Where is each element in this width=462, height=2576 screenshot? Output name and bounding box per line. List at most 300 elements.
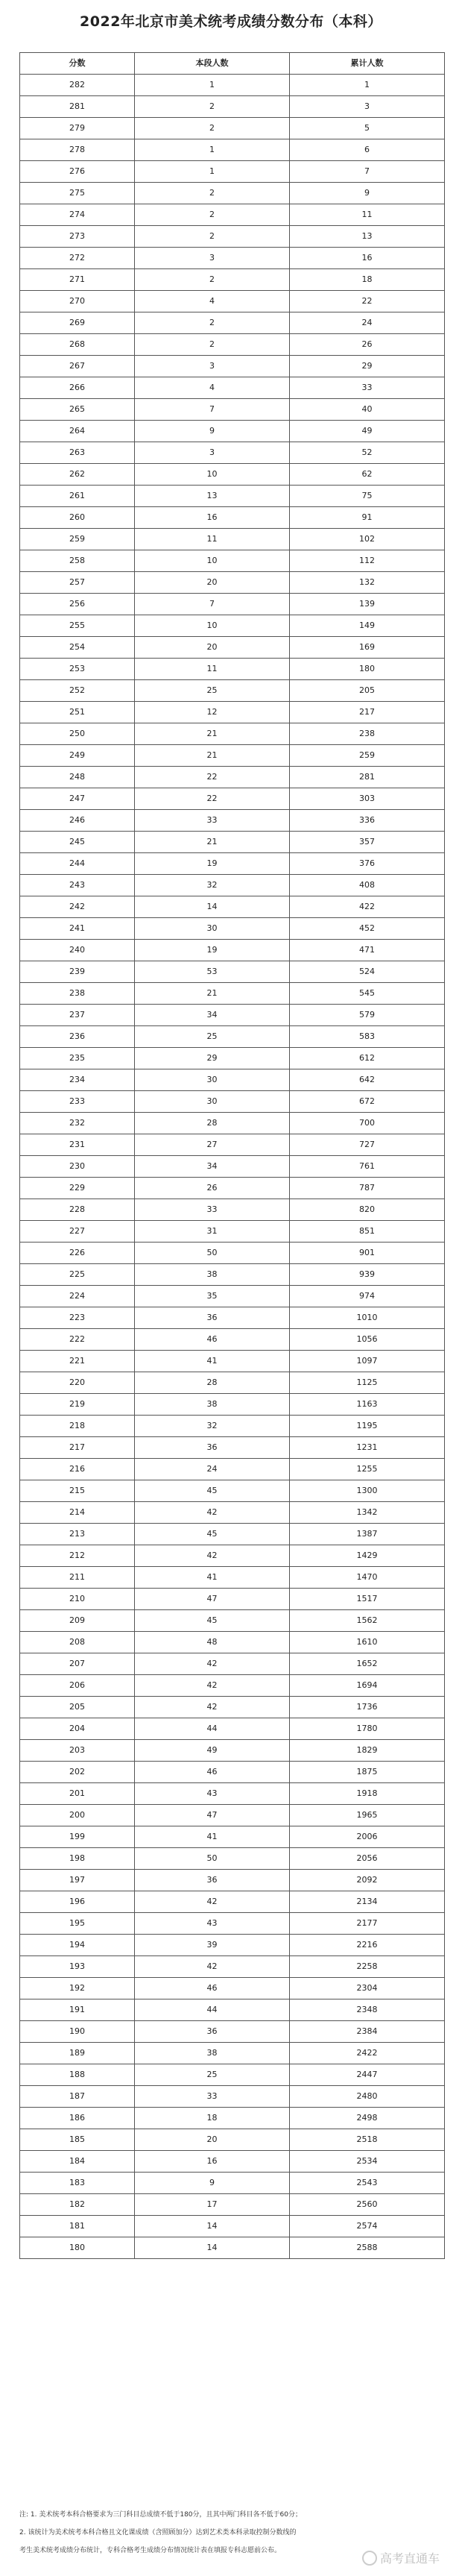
table-row xyxy=(20,1113,445,1134)
cell-segment-count: 44 xyxy=(135,1718,290,1740)
table-row xyxy=(20,1480,445,1502)
cell-cumulative-count: 2056 xyxy=(290,1848,445,1870)
table-row xyxy=(20,896,445,918)
cell-score: 207 xyxy=(20,1653,135,1675)
cell-segment-count: 7 xyxy=(135,594,290,615)
cell-cumulative-count: 1 xyxy=(290,75,445,96)
cell-cumulative-count: 112 xyxy=(290,550,445,572)
cell-cumulative-count: 761 xyxy=(290,1156,445,1178)
cell-score: 217 xyxy=(20,1437,135,1459)
cell-segment-count: 20 xyxy=(135,2129,290,2151)
cell-segment-count: 46 xyxy=(135,1762,290,1783)
table-row xyxy=(20,1005,445,1026)
cell-segment-count: 49 xyxy=(135,1740,290,1762)
cell-score: 184 xyxy=(20,2151,135,2173)
cell-cumulative-count: 102 xyxy=(290,529,445,550)
table-row xyxy=(20,96,445,118)
table-row xyxy=(20,918,445,940)
cell-score: 231 xyxy=(20,1134,135,1156)
cell-segment-count: 42 xyxy=(135,1675,290,1697)
cell-score: 216 xyxy=(20,1459,135,1480)
cell-cumulative-count: 1342 xyxy=(290,1502,445,1524)
cell-cumulative-count: 26 xyxy=(290,334,445,356)
cell-cumulative-count: 2177 xyxy=(290,1913,445,1935)
cell-score: 212 xyxy=(20,1545,135,1567)
table-row xyxy=(20,2151,445,2173)
table-header-row xyxy=(20,53,445,75)
table-row xyxy=(20,75,445,96)
cell-cumulative-count: 1010 xyxy=(290,1307,445,1329)
cell-score: 187 xyxy=(20,2086,135,2108)
table-row xyxy=(20,2237,445,2259)
table-row xyxy=(20,1956,445,1978)
cell-cumulative-count: 18 xyxy=(290,269,445,291)
table-row xyxy=(20,767,445,788)
cell-cumulative-count: 422 xyxy=(290,896,445,918)
table-row xyxy=(20,377,445,399)
cell-cumulative-count: 49 xyxy=(290,421,445,442)
header-score: 分数 xyxy=(20,53,135,75)
cell-score: 269 xyxy=(20,312,135,334)
cell-segment-count: 7 xyxy=(135,399,290,421)
cell-cumulative-count: 1195 xyxy=(290,1416,445,1437)
cell-segment-count: 32 xyxy=(135,875,290,896)
cell-segment-count: 24 xyxy=(135,1459,290,1480)
cell-segment-count: 9 xyxy=(135,421,290,442)
cell-cumulative-count: 1652 xyxy=(290,1653,445,1675)
cell-segment-count: 22 xyxy=(135,788,290,810)
cell-score: 250 xyxy=(20,723,135,745)
cell-segment-count: 41 xyxy=(135,1826,290,1848)
cell-cumulative-count: 1470 xyxy=(290,1567,445,1589)
cell-score: 248 xyxy=(20,767,135,788)
cell-cumulative-count: 583 xyxy=(290,1026,445,1048)
table-row xyxy=(20,1286,445,1307)
cell-score: 205 xyxy=(20,1697,135,1718)
cell-score: 251 xyxy=(20,702,135,723)
cell-cumulative-count: 1255 xyxy=(290,1459,445,1480)
cell-segment-count: 2 xyxy=(135,269,290,291)
cell-score: 215 xyxy=(20,1480,135,1502)
cell-segment-count: 21 xyxy=(135,832,290,853)
table-row xyxy=(20,961,445,983)
table-row xyxy=(20,442,445,464)
footnote-line: 2. 该统计为美术统考本科合格且文化课成绩（含照顾加分）达到艺术类本科录取控制分数线的 xyxy=(19,2529,297,2536)
cell-segment-count: 41 xyxy=(135,1567,290,1589)
cell-cumulative-count: 2258 xyxy=(290,1956,445,1978)
cell-segment-count: 19 xyxy=(135,940,290,961)
cell-cumulative-count: 2447 xyxy=(290,2064,445,2086)
cell-score: 195 xyxy=(20,1913,135,1935)
cell-segment-count: 48 xyxy=(135,1632,290,1653)
cell-cumulative-count: 29 xyxy=(290,356,445,377)
table-row xyxy=(20,2086,445,2108)
cell-segment-count: 38 xyxy=(135,1264,290,1286)
table-row xyxy=(20,572,445,594)
cell-score: 198 xyxy=(20,1848,135,1870)
cell-segment-count: 1 xyxy=(135,139,290,161)
cell-score: 278 xyxy=(20,139,135,161)
cell-score: 189 xyxy=(20,2043,135,2064)
table-row xyxy=(20,1913,445,1935)
cell-score: 279 xyxy=(20,118,135,139)
cell-score: 230 xyxy=(20,1156,135,1178)
cell-segment-count: 38 xyxy=(135,1394,290,1416)
cell-segment-count: 45 xyxy=(135,1480,290,1502)
table-row xyxy=(20,983,445,1005)
cell-segment-count: 21 xyxy=(135,745,290,767)
cell-segment-count: 43 xyxy=(135,1783,290,1805)
cell-segment-count: 32 xyxy=(135,1416,290,1437)
table-row xyxy=(20,550,445,572)
cell-score: 262 xyxy=(20,464,135,486)
cell-cumulative-count: 1562 xyxy=(290,1610,445,1632)
cell-segment-count: 10 xyxy=(135,550,290,572)
cell-segment-count: 22 xyxy=(135,767,290,788)
table-row xyxy=(20,1653,445,1675)
cell-segment-count: 2 xyxy=(135,226,290,248)
cell-segment-count: 4 xyxy=(135,291,290,312)
cell-score: 209 xyxy=(20,1610,135,1632)
cell-segment-count: 2 xyxy=(135,334,290,356)
cell-segment-count: 42 xyxy=(135,1653,290,1675)
table-row xyxy=(20,1502,445,1524)
cell-score: 241 xyxy=(20,918,135,940)
cell-segment-count: 36 xyxy=(135,1870,290,1891)
cell-segment-count: 28 xyxy=(135,1113,290,1134)
cell-score: 244 xyxy=(20,853,135,875)
cell-score: 208 xyxy=(20,1632,135,1653)
cell-segment-count: 2 xyxy=(135,118,290,139)
cell-segment-count: 18 xyxy=(135,2108,290,2129)
cell-segment-count: 33 xyxy=(135,2086,290,2108)
table-row xyxy=(20,637,445,659)
cell-cumulative-count: 524 xyxy=(290,961,445,983)
cell-segment-count: 34 xyxy=(135,1156,290,1178)
page-title: 2022年北京市美术统考成绩分数分布（本科） xyxy=(80,13,382,30)
table-row xyxy=(20,2129,445,2151)
cell-segment-count: 45 xyxy=(135,1610,290,1632)
cell-cumulative-count: 2216 xyxy=(290,1935,445,1956)
cell-score: 253 xyxy=(20,659,135,680)
cell-segment-count: 50 xyxy=(135,1848,290,1870)
cell-score: 210 xyxy=(20,1589,135,1610)
cell-cumulative-count: 2384 xyxy=(290,2021,445,2043)
cell-segment-count: 25 xyxy=(135,2064,290,2086)
cell-score: 261 xyxy=(20,486,135,507)
cell-score: 204 xyxy=(20,1718,135,1740)
cell-score: 193 xyxy=(20,1956,135,1978)
cell-segment-count: 1 xyxy=(135,75,290,96)
table-row xyxy=(20,1632,445,1653)
cell-cumulative-count: 2092 xyxy=(290,1870,445,1891)
cell-segment-count: 16 xyxy=(135,2151,290,2173)
cell-segment-count: 35 xyxy=(135,1286,290,1307)
cell-cumulative-count: 545 xyxy=(290,983,445,1005)
cell-segment-count: 1 xyxy=(135,161,290,183)
table-row xyxy=(20,1805,445,1826)
cell-segment-count: 9 xyxy=(135,2173,290,2194)
cell-segment-count: 27 xyxy=(135,1134,290,1156)
cell-cumulative-count: 1780 xyxy=(290,1718,445,1740)
cell-score: 249 xyxy=(20,745,135,767)
cell-cumulative-count: 612 xyxy=(290,1048,445,1069)
cell-segment-count: 50 xyxy=(135,1243,290,1264)
cell-cumulative-count: 22 xyxy=(290,291,445,312)
cell-segment-count: 3 xyxy=(135,442,290,464)
cell-cumulative-count: 1231 xyxy=(290,1437,445,1459)
cell-score: 227 xyxy=(20,1221,135,1243)
cell-score: 194 xyxy=(20,1935,135,1956)
cell-score: 222 xyxy=(20,1329,135,1351)
cell-score: 197 xyxy=(20,1870,135,1891)
cell-score: 233 xyxy=(20,1091,135,1113)
cell-segment-count: 30 xyxy=(135,1091,290,1113)
cell-cumulative-count: 2006 xyxy=(290,1826,445,1848)
cell-cumulative-count: 1163 xyxy=(290,1394,445,1416)
cell-score: 213 xyxy=(20,1524,135,1545)
cell-score: 240 xyxy=(20,940,135,961)
cell-score: 218 xyxy=(20,1416,135,1437)
cell-score: 268 xyxy=(20,334,135,356)
cell-cumulative-count: 75 xyxy=(290,486,445,507)
cell-score: 265 xyxy=(20,399,135,421)
table-row xyxy=(20,832,445,853)
cell-cumulative-count: 727 xyxy=(290,1134,445,1156)
table-row xyxy=(20,1999,445,2021)
cell-cumulative-count: 974 xyxy=(290,1286,445,1307)
table-row xyxy=(20,1891,445,1913)
cell-cumulative-count: 851 xyxy=(290,1221,445,1243)
table-row xyxy=(20,2194,445,2216)
table-row xyxy=(20,507,445,529)
cell-cumulative-count: 1429 xyxy=(290,1545,445,1567)
cell-cumulative-count: 672 xyxy=(290,1091,445,1113)
cell-score: 234 xyxy=(20,1069,135,1091)
table-row xyxy=(20,1545,445,1567)
table-row xyxy=(20,659,445,680)
table-row xyxy=(20,1026,445,1048)
cell-score: 200 xyxy=(20,1805,135,1826)
cell-segment-count: 20 xyxy=(135,637,290,659)
cell-score: 274 xyxy=(20,204,135,226)
cell-cumulative-count: 336 xyxy=(290,810,445,832)
table-row xyxy=(20,2216,445,2237)
cell-score: 271 xyxy=(20,269,135,291)
cell-cumulative-count: 139 xyxy=(290,594,445,615)
cell-cumulative-count: 3 xyxy=(290,96,445,118)
cell-cumulative-count: 1517 xyxy=(290,1589,445,1610)
cell-cumulative-count: 7 xyxy=(290,161,445,183)
table-row xyxy=(20,226,445,248)
cell-segment-count: 45 xyxy=(135,1524,290,1545)
table-row xyxy=(20,1870,445,1891)
footnote-line: 注: 1. 美术统考本科合格要求为三门科目总成绩不低于180分，且其中两门科目各不低于60分； xyxy=(19,2511,302,2519)
cell-segment-count: 10 xyxy=(135,464,290,486)
cell-segment-count: 14 xyxy=(135,2216,290,2237)
cell-cumulative-count: 471 xyxy=(290,940,445,961)
table-row xyxy=(20,1156,445,1178)
table-row xyxy=(20,723,445,745)
table-row xyxy=(20,788,445,810)
cell-score: 238 xyxy=(20,983,135,1005)
cell-score: 188 xyxy=(20,2064,135,2086)
cell-segment-count: 25 xyxy=(135,1026,290,1048)
cell-segment-count: 13 xyxy=(135,486,290,507)
cell-segment-count: 46 xyxy=(135,1978,290,1999)
cell-score: 232 xyxy=(20,1113,135,1134)
cell-segment-count: 14 xyxy=(135,896,290,918)
cell-segment-count: 3 xyxy=(135,356,290,377)
cell-cumulative-count: 2560 xyxy=(290,2194,445,2216)
cell-segment-count: 36 xyxy=(135,1437,290,1459)
cell-segment-count: 36 xyxy=(135,1307,290,1329)
cell-cumulative-count: 2348 xyxy=(290,1999,445,2021)
cell-cumulative-count: 2534 xyxy=(290,2151,445,2173)
cell-segment-count: 42 xyxy=(135,1697,290,1718)
cell-cumulative-count: 2134 xyxy=(290,1891,445,1913)
cell-score: 259 xyxy=(20,529,135,550)
cell-cumulative-count: 2304 xyxy=(290,1978,445,1999)
cell-score: 236 xyxy=(20,1026,135,1048)
table-row xyxy=(20,2021,445,2043)
table-row xyxy=(20,1567,445,1589)
cell-cumulative-count: 2422 xyxy=(290,2043,445,2064)
cell-segment-count: 26 xyxy=(135,1178,290,1199)
cell-cumulative-count: 2498 xyxy=(290,2108,445,2129)
table-row xyxy=(20,2173,445,2194)
cell-cumulative-count: 1829 xyxy=(290,1740,445,1762)
table-row xyxy=(20,2064,445,2086)
table-row xyxy=(20,1740,445,1762)
cell-score: 225 xyxy=(20,1264,135,1286)
cell-segment-count: 38 xyxy=(135,2043,290,2064)
cell-cumulative-count: 901 xyxy=(290,1243,445,1264)
cell-score: 190 xyxy=(20,2021,135,2043)
cell-score: 226 xyxy=(20,1243,135,1264)
table-row xyxy=(20,1091,445,1113)
cell-segment-count: 34 xyxy=(135,1005,290,1026)
table-row xyxy=(20,161,445,183)
cell-score: 260 xyxy=(20,507,135,529)
cell-segment-count: 29 xyxy=(135,1048,290,1069)
cell-score: 203 xyxy=(20,1740,135,1762)
cell-segment-count: 28 xyxy=(135,1372,290,1394)
cell-cumulative-count: 303 xyxy=(290,788,445,810)
cell-cumulative-count: 1918 xyxy=(290,1783,445,1805)
cell-score: 266 xyxy=(20,377,135,399)
table-row xyxy=(20,745,445,767)
cell-cumulative-count: 1610 xyxy=(290,1632,445,1653)
cell-score: 228 xyxy=(20,1199,135,1221)
cell-cumulative-count: 149 xyxy=(290,615,445,637)
cell-segment-count: 31 xyxy=(135,1221,290,1243)
cell-segment-count: 19 xyxy=(135,853,290,875)
cell-score: 281 xyxy=(20,96,135,118)
cell-segment-count: 33 xyxy=(135,1199,290,1221)
cell-score: 247 xyxy=(20,788,135,810)
cell-cumulative-count: 13 xyxy=(290,226,445,248)
cell-score: 264 xyxy=(20,421,135,442)
table-row xyxy=(20,594,445,615)
cell-segment-count: 42 xyxy=(135,1502,290,1524)
cell-cumulative-count: 33 xyxy=(290,377,445,399)
table-row xyxy=(20,1307,445,1329)
cell-cumulative-count: 939 xyxy=(290,1264,445,1286)
table-row xyxy=(20,334,445,356)
table-row xyxy=(20,269,445,291)
cell-cumulative-count: 2480 xyxy=(290,2086,445,2108)
cell-cumulative-count: 52 xyxy=(290,442,445,464)
cell-score: 211 xyxy=(20,1567,135,1589)
cell-score: 186 xyxy=(20,2108,135,2129)
cell-score: 252 xyxy=(20,680,135,702)
cell-cumulative-count: 217 xyxy=(290,702,445,723)
cell-score: 191 xyxy=(20,1999,135,2021)
cell-cumulative-count: 9 xyxy=(290,183,445,204)
cell-segment-count: 21 xyxy=(135,723,290,745)
cell-cumulative-count: 62 xyxy=(290,464,445,486)
cell-segment-count: 39 xyxy=(135,1935,290,1956)
cell-cumulative-count: 259 xyxy=(290,745,445,767)
table-row xyxy=(20,1243,445,1264)
header-segment-count: 本段人数 xyxy=(135,53,290,75)
table-row xyxy=(20,875,445,896)
cell-score: 201 xyxy=(20,1783,135,1805)
cell-score: 245 xyxy=(20,832,135,853)
table-row xyxy=(20,1221,445,1243)
table-row xyxy=(20,421,445,442)
cell-score: 239 xyxy=(20,961,135,983)
cell-score: 243 xyxy=(20,875,135,896)
cell-cumulative-count: 11 xyxy=(290,204,445,226)
table-row xyxy=(20,486,445,507)
watermark-text: 高考直通车 xyxy=(379,2551,440,2566)
footnote-line: 考生美术统考成绩分布统计，专科合格考生成绩分布情况统计表在填报专科志愿前公布。 xyxy=(19,2547,282,2554)
cell-segment-count: 4 xyxy=(135,377,290,399)
cell-score: 276 xyxy=(20,161,135,183)
cell-cumulative-count: 1965 xyxy=(290,1805,445,1826)
cell-cumulative-count: 579 xyxy=(290,1005,445,1026)
table-row xyxy=(20,1394,445,1416)
cell-cumulative-count: 281 xyxy=(290,767,445,788)
cell-cumulative-count: 2543 xyxy=(290,2173,445,2194)
cell-cumulative-count: 16 xyxy=(290,248,445,269)
cell-score: 229 xyxy=(20,1178,135,1199)
cell-segment-count: 3 xyxy=(135,248,290,269)
cell-score: 242 xyxy=(20,896,135,918)
cell-segment-count: 41 xyxy=(135,1351,290,1372)
cell-cumulative-count: 205 xyxy=(290,680,445,702)
cell-cumulative-count: 1694 xyxy=(290,1675,445,1697)
cell-cumulative-count: 642 xyxy=(290,1069,445,1091)
table-row xyxy=(20,1675,445,1697)
cell-cumulative-count: 91 xyxy=(290,507,445,529)
table-row xyxy=(20,1069,445,1091)
cell-cumulative-count: 357 xyxy=(290,832,445,853)
cell-score: 246 xyxy=(20,810,135,832)
cell-segment-count: 14 xyxy=(135,2237,290,2259)
table-row xyxy=(20,680,445,702)
table-row xyxy=(20,204,445,226)
cell-cumulative-count: 787 xyxy=(290,1178,445,1199)
cell-segment-count: 47 xyxy=(135,1589,290,1610)
cell-segment-count: 30 xyxy=(135,918,290,940)
cell-cumulative-count: 700 xyxy=(290,1113,445,1134)
table-row xyxy=(20,810,445,832)
cell-cumulative-count: 2588 xyxy=(290,2237,445,2259)
cell-segment-count: 21 xyxy=(135,983,290,1005)
